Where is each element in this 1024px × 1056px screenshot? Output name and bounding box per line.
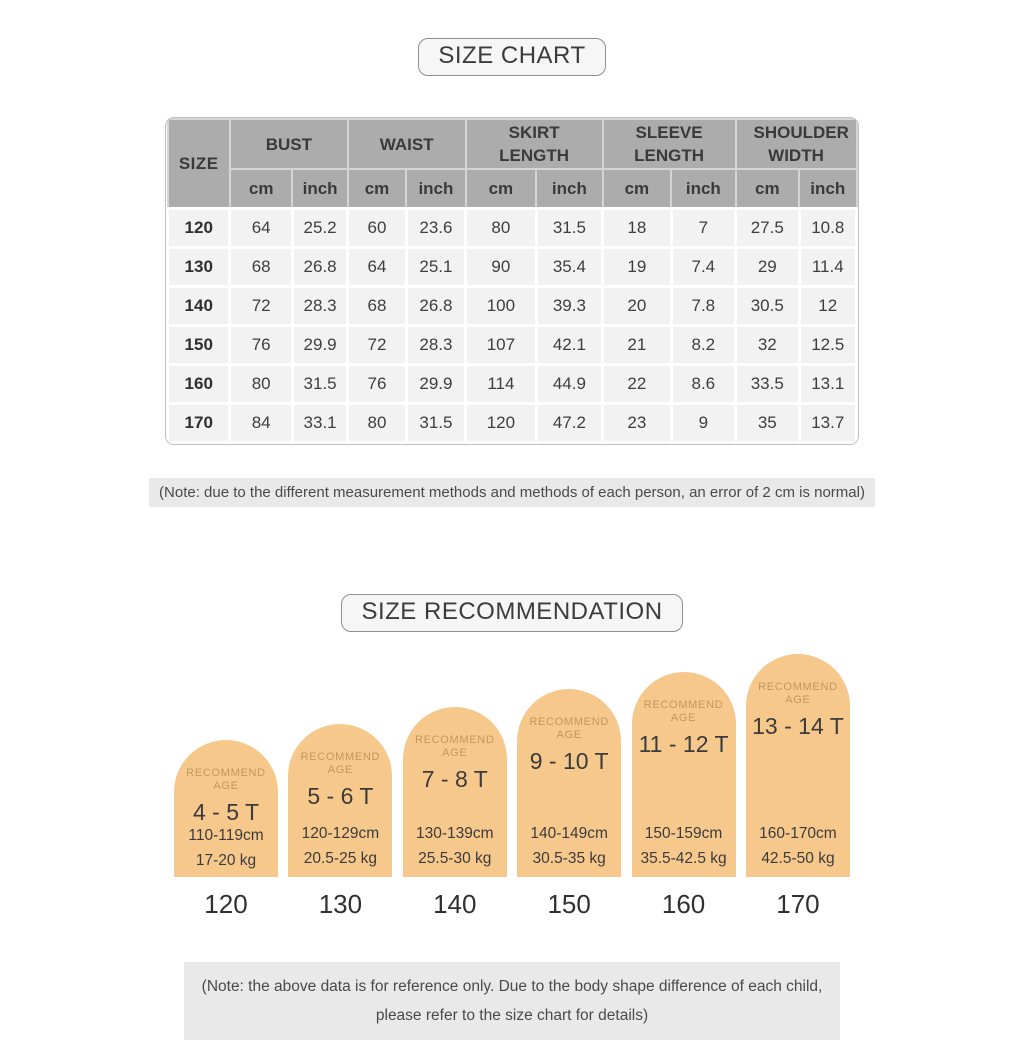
bust-inch-cell: 33.1 [292, 404, 347, 443]
table-unit-header-row [168, 169, 857, 209]
unit-header: inch [292, 169, 347, 209]
skirt-cm-cell: 120 [466, 404, 537, 443]
bust-cm-cell: 64 [230, 209, 292, 248]
size-table-header [168, 119, 857, 209]
bust-inch-cell: 26.8 [292, 248, 347, 287]
table-row [168, 326, 857, 365]
sleeve-cm-cell: 20 [603, 287, 671, 326]
recommend-age-label: RECOMMEND AGE [529, 716, 609, 741]
recommend-age-label: RECOMMEND AGE [300, 751, 381, 776]
unit-header: inch [536, 169, 602, 209]
age-arch-shape [632, 672, 736, 877]
bust-cm-cell: 72 [230, 287, 292, 326]
age-arch-shape [288, 724, 392, 877]
unit-header: cm [230, 169, 292, 209]
table-header-size: SIZE [168, 119, 230, 209]
waist-inch-cell: 25.1 [406, 248, 465, 287]
size-cell: 140 [168, 287, 230, 326]
sleeve-inch-cell: 7.4 [671, 248, 735, 287]
table-row [168, 248, 857, 287]
size-recommendation-chart [174, 654, 850, 919]
reference-note-line2: please refer to the size chart for details) [375, 1007, 649, 1024]
shoulder-inch-cell: 12 [799, 287, 857, 326]
height-range: 140-149cm [530, 825, 608, 842]
unit-header: inch [799, 169, 857, 209]
age-range: 7 - 8 T [421, 766, 488, 792]
sleeve-inch-cell: 7 [671, 209, 735, 248]
arch-top-text [299, 751, 381, 810]
arch-bottom-text [188, 826, 263, 871]
arch-bottom-text [302, 824, 380, 869]
height-range: 110-119cm [188, 827, 264, 844]
bust-inch-cell: 29.9 [292, 326, 347, 365]
shoulder-inch-cell: 10.8 [799, 209, 857, 248]
bust-cm-cell: 80 [230, 365, 292, 404]
shoulder-cm-cell: 29 [736, 248, 799, 287]
bust-inch-cell: 25.2 [292, 209, 347, 248]
shoulder-cm-cell: 33.5 [736, 365, 799, 404]
shoulder-inch-cell: 13.1 [799, 365, 857, 404]
arch-top-text [752, 681, 844, 740]
table-row [168, 365, 857, 404]
reference-note [184, 962, 841, 1040]
weight-range: 30.5-35 kg [532, 850, 606, 867]
bust-inch-cell: 31.5 [292, 365, 347, 404]
shoulder-cm-cell: 27.5 [736, 209, 799, 248]
unit-header: cm [466, 169, 537, 209]
recommend-age-label: RECOMMEND AGE [643, 699, 724, 724]
waist-cm-cell: 68 [348, 287, 406, 326]
waist-cm-cell: 72 [348, 326, 406, 365]
bust-cm-cell: 68 [230, 248, 292, 287]
skirt-inch-cell: 35.4 [536, 248, 602, 287]
age-range: 4 - 5 T [192, 799, 260, 825]
size-table-body [168, 209, 857, 443]
arch-bottom-text [640, 824, 726, 869]
recommend-age-label: RECOMMEND AGE [414, 734, 495, 759]
sleeve-inch-cell: 7.8 [671, 287, 735, 326]
size-recommendation-item [403, 707, 507, 919]
waist-cm-cell: 60 [348, 209, 406, 248]
waist-cm-cell: 76 [348, 365, 406, 404]
table-row [168, 287, 857, 326]
sleeve-cm-cell: 19 [603, 248, 671, 287]
arch-top-text [185, 767, 267, 826]
skirt-inch-cell: 42.1 [536, 326, 602, 365]
recommend-age-label: RECOMMEND AGE [186, 767, 266, 792]
table-header-bust: BUST [230, 119, 348, 169]
recommend-age-label: RECOMMEND AGE [758, 681, 838, 706]
weight-range: 42.5-50 kg [761, 850, 835, 867]
arch-bottom-text [530, 824, 608, 869]
table-row [168, 209, 857, 248]
waist-cm-cell: 64 [348, 248, 406, 287]
shoulder-inch-cell: 11.4 [799, 248, 857, 287]
measurement-note: (Note: due to the different measurement methods and methods of each person, an error of 2 cm is normal) [149, 478, 875, 507]
bust-cm-cell: 76 [230, 326, 292, 365]
skirt-inch-cell: 31.5 [536, 209, 602, 248]
size-cell: 120 [168, 209, 230, 248]
size-label: 130 [318, 889, 363, 919]
waist-inch-cell: 29.9 [406, 365, 465, 404]
skirt-cm-cell: 90 [466, 248, 537, 287]
shoulder-inch-cell: 13.7 [799, 404, 857, 443]
size-chart-title: SIZE CHART [418, 38, 605, 76]
table-header-waist: WAIST [348, 119, 466, 169]
arch-bottom-text [416, 824, 494, 869]
table-header-sleeve-length: SLEEVE LENGTH [603, 119, 736, 169]
height-range: 120-129cm [301, 825, 380, 842]
size-recommendation-item [632, 672, 736, 919]
waist-inch-cell: 23.6 [406, 209, 465, 248]
bust-inch-cell: 28.3 [292, 287, 347, 326]
waist-cm-cell: 80 [348, 404, 406, 443]
size-recommendation-title: SIZE RECOMMENDATION [341, 594, 682, 632]
age-arch-shape [403, 707, 507, 877]
age-range: 13 - 14 T [752, 713, 844, 739]
shoulder-inch-cell: 12.5 [799, 326, 857, 365]
unit-header: inch [671, 169, 735, 209]
size-label: 150 [547, 889, 591, 919]
shoulder-cm-cell: 30.5 [736, 287, 799, 326]
skirt-cm-cell: 107 [466, 326, 537, 365]
arch-bottom-text [759, 824, 837, 869]
skirt-inch-cell: 47.2 [536, 404, 602, 443]
size-recommendation-item [174, 740, 278, 919]
table-group-header-row [168, 119, 857, 169]
arch-top-text [528, 716, 610, 775]
sleeve-inch-cell: 8.2 [671, 326, 735, 365]
size-chart-page [0, 38, 1024, 1056]
reference-note-line1: (Note: the above data is for reference only. Due to the body shape difference of each child, [201, 978, 823, 995]
size-label: 140 [433, 889, 477, 919]
height-range: 150-159cm [644, 825, 723, 842]
size-recommendation-item [517, 689, 621, 919]
weight-range: 35.5-42.5 kg [640, 850, 727, 867]
skirt-inch-cell: 44.9 [536, 365, 602, 404]
sleeve-cm-cell: 22 [603, 365, 671, 404]
height-range: 130-139cm [416, 825, 494, 842]
size-label: 160 [661, 889, 706, 919]
waist-inch-cell: 31.5 [406, 404, 465, 443]
age-arch-shape [746, 654, 850, 877]
waist-inch-cell: 26.8 [406, 287, 465, 326]
table-row [168, 404, 857, 443]
size-cell: 170 [168, 404, 230, 443]
unit-header: inch [406, 169, 465, 209]
size-cell: 130 [168, 248, 230, 287]
arch-top-text [639, 699, 729, 758]
unit-header: cm [348, 169, 406, 209]
unit-header: cm [736, 169, 799, 209]
sleeve-cm-cell: 21 [603, 326, 671, 365]
sleeve-cm-cell: 23 [603, 404, 671, 443]
skirt-inch-cell: 39.3 [536, 287, 602, 326]
weight-range: 17-20 kg [195, 852, 257, 869]
size-recommendation-item [288, 724, 392, 919]
age-arch-shape [517, 689, 621, 877]
size-label: 120 [204, 889, 248, 919]
arch-top-text [414, 734, 496, 793]
table-header-skirt-length: SKIRT LENGTH [466, 119, 603, 169]
bust-cm-cell: 84 [230, 404, 292, 443]
skirt-cm-cell: 114 [466, 365, 537, 404]
age-range: 9 - 10 T [529, 748, 609, 774]
height-range: 160-170cm [759, 825, 837, 842]
size-table [165, 117, 859, 445]
shoulder-cm-cell: 35 [736, 404, 799, 443]
sleeve-cm-cell: 18 [603, 209, 671, 248]
age-arch-shape [174, 740, 278, 877]
weight-range: 20.5-25 kg [303, 850, 377, 867]
shoulder-cm-cell: 32 [736, 326, 799, 365]
age-range: 5 - 6 T [307, 783, 374, 809]
sleeve-inch-cell: 9 [671, 404, 735, 443]
age-range: 11 - 12 T [638, 731, 729, 757]
unit-header: cm [603, 169, 671, 209]
sleeve-inch-cell: 8.6 [671, 365, 735, 404]
skirt-cm-cell: 80 [466, 209, 537, 248]
waist-inch-cell: 28.3 [406, 326, 465, 365]
size-cell: 160 [168, 365, 230, 404]
size-label: 170 [776, 889, 820, 919]
weight-range: 25.5-30 kg [418, 850, 492, 867]
size-cell: 150 [168, 326, 230, 365]
table-header-shoulder-width: SHOULDER WIDTH [736, 119, 857, 169]
size-recommendation-item [746, 654, 850, 919]
skirt-cm-cell: 100 [466, 287, 537, 326]
